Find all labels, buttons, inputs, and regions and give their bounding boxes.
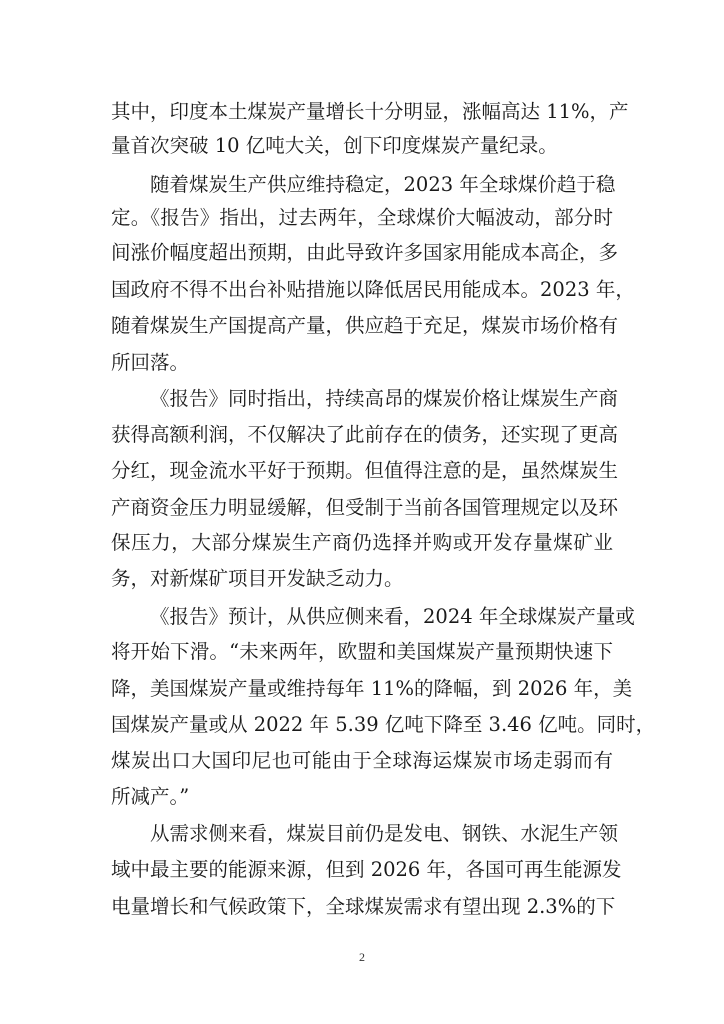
text-line: 随着煤炭生产国提高产量，供应趋于充足，煤炭市场价格有 — [111, 314, 619, 337]
text-line: 产商资金压力明显缓解，但受制于当前各国管理规定以及环 — [111, 496, 619, 519]
text-line: 务，对新煤矿项目开发缺乏动力。 — [111, 567, 404, 590]
text-line: 其中，印度本土煤炭产量增长十分明显，涨幅高达 11%，产 — [111, 100, 629, 123]
text-line: 电量增长和气候政策下，全球煤炭需求有望出现 2.3%的下 — [111, 895, 616, 918]
text-line: 降，美国煤炭产量或维持每年 11%的降幅，到 2026 年，美 — [111, 677, 633, 700]
text-line: 获得高额利润，不仅解决了此前存在的债务，还实现了更高 — [111, 423, 619, 446]
text-line: 定。《报告》指出，过去两年，全球煤价大幅波动，部分时 — [111, 206, 613, 229]
text-line: 随着煤炭生产供应维持稳定，2023 年全球煤价趋于稳 — [150, 173, 616, 196]
text-line: 域中最主要的能源来源，但到 2026 年，各国可再生能源发 — [111, 858, 622, 881]
text-line: 所回落。 — [111, 351, 190, 374]
text-line: 国煤炭产量或从 2022 年 5.39 亿吨下降至 3.46 亿吨。同时， — [111, 713, 656, 736]
text-line: 分红，现金流水平好于预期。但值得注意的是，虽然煤炭生 — [111, 459, 619, 482]
text-line: 保压力，大部分煤炭生产商仍选择并购或开发存量煤矿业 — [111, 531, 613, 554]
text-line: 所减产。” — [111, 785, 190, 808]
text-line: 煤炭出口大国印尼也可能由于全球海运煤炭市场走弱而有 — [111, 749, 613, 772]
text-line: 间涨价幅度超出预期，由此导致许多国家用能成本高企，多 — [111, 241, 619, 264]
page-number: 2 — [359, 950, 365, 964]
text-line: 从需求侧来看，煤炭目前仍是发电、钢铁、水泥生产领 — [150, 822, 619, 845]
text-line: 量首次突破 10 亿吨大关，创下印度煤炭产量纪录。 — [111, 134, 558, 157]
text-line: 国政府不得不出台补贴措施以降低居民用能成本。2023 年， — [111, 278, 635, 301]
text-line: 《报告》同时指出，持续高昂的煤炭价格让煤炭生产商 — [150, 387, 619, 410]
text-line: 将开始下滑。“未来两年，欧盟和美国煤炭产量预期快速下 — [111, 640, 613, 663]
text-line: 《报告》预计，从供应侧来看，2024 年全球煤炭产量或 — [150, 605, 635, 628]
